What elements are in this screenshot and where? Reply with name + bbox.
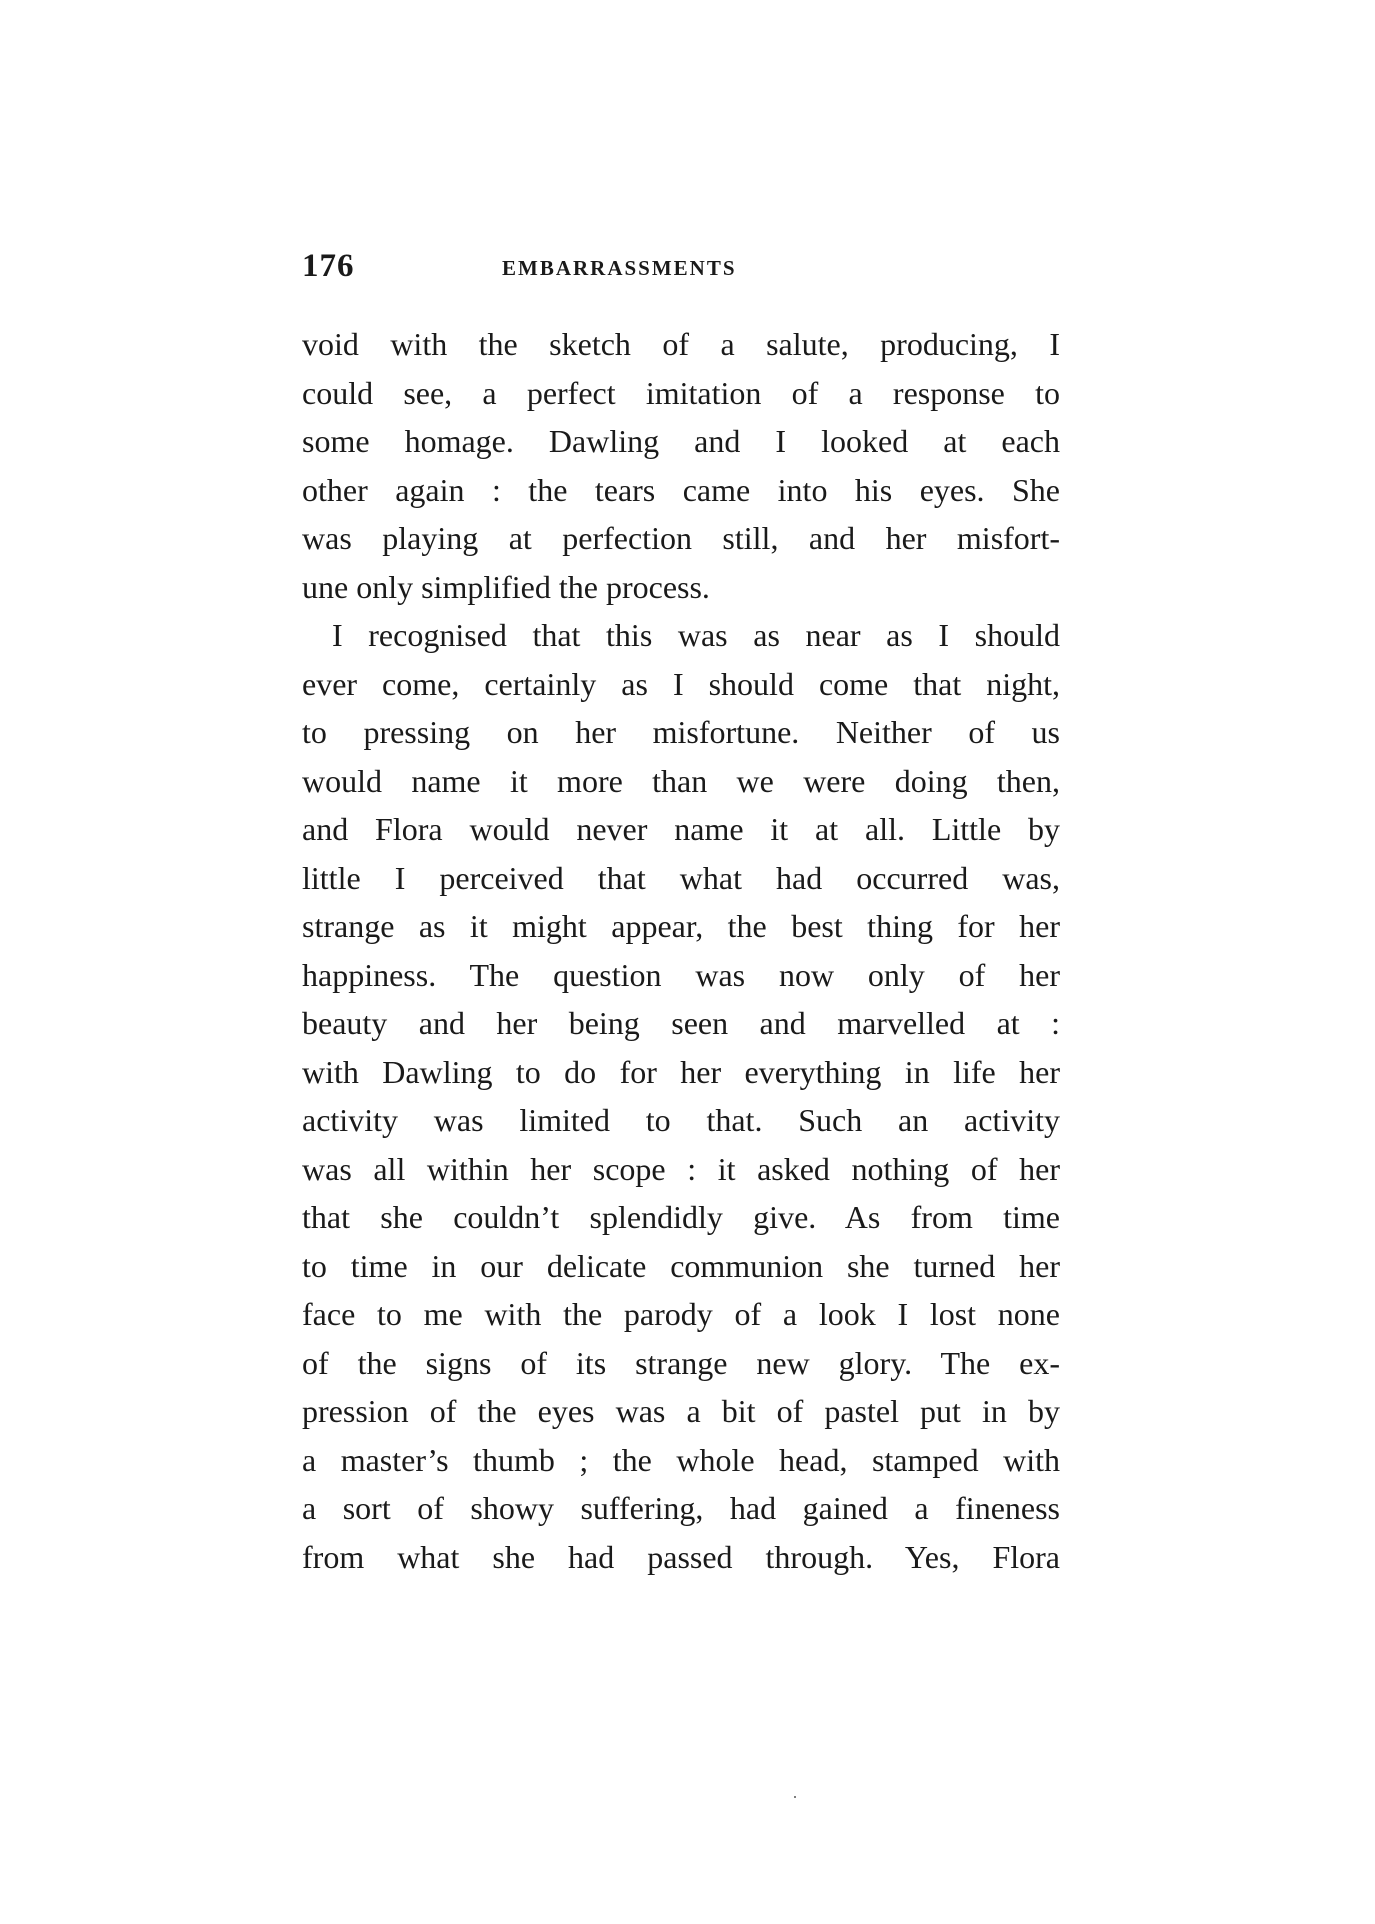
text-line: was playing at perfection still, and her misfort- [302, 520, 1060, 556]
text-line: I recognised that this was as near as I should [332, 617, 1060, 653]
text-line: to pressing on her misfortune. Neither of us [302, 714, 1060, 750]
text-line: face to me with the parody of a look I lost none [302, 1296, 1060, 1332]
text-line: would name it more than we were doing then, [302, 762, 1060, 799]
paragraph-1 [302, 320, 1060, 611]
text-line: beauty and her being seen and marvelled at : [302, 1005, 1060, 1041]
text-line: void with the sketch of a salute, producing, I [302, 326, 1060, 362]
running-title: EMBARRASSMENTS [502, 256, 737, 280]
text-line: a sort of showy suffering, had gained a fineness [302, 1490, 1060, 1526]
text-line: that she couldn’t splendidly give. As from time [302, 1199, 1060, 1235]
text-line: une only simplified the process. [302, 568, 710, 605]
text-line: with Dawling to do for her everything in life her [302, 1053, 1060, 1090]
body-text [302, 320, 1060, 1581]
text-line: strange as it might appear, the best thing for her [302, 908, 1060, 944]
text-line: of the signs of its strange new glory. The ex- [302, 1344, 1060, 1381]
text-line: a master’s thumb ; the whole head, stamped with [302, 1441, 1060, 1478]
text-line: pression of the eyes was a bit of pastel put in by [302, 1393, 1060, 1429]
running-head [302, 248, 1062, 288]
print-speck [794, 1796, 796, 1798]
text-line: and Flora would never name it at all. Little by [302, 811, 1060, 847]
text-line: from what she had passed through. Yes, Flora [302, 1538, 1060, 1575]
text-line: activity was limited to that. Such an activity [302, 1102, 1060, 1138]
text-line: some homage. Dawling and I looked at each [302, 423, 1060, 459]
text-line: could see, a perfect imitation of a response to [302, 374, 1060, 411]
paragraph-2 [302, 611, 1060, 1581]
text-line: happiness. The question was now only of her [302, 956, 1060, 993]
text-line: was all within her scope : it asked nothing of her [302, 1150, 1060, 1187]
text-line: other again : the tears came into his eyes. She [302, 471, 1060, 508]
page-number: 176 [302, 248, 355, 284]
text-line: to time in our delicate communion she turned her [302, 1247, 1060, 1284]
text-line: ever come, certainly as I should come that night, [302, 665, 1060, 702]
text-line: little I perceived that what had occurred was, [302, 859, 1060, 896]
